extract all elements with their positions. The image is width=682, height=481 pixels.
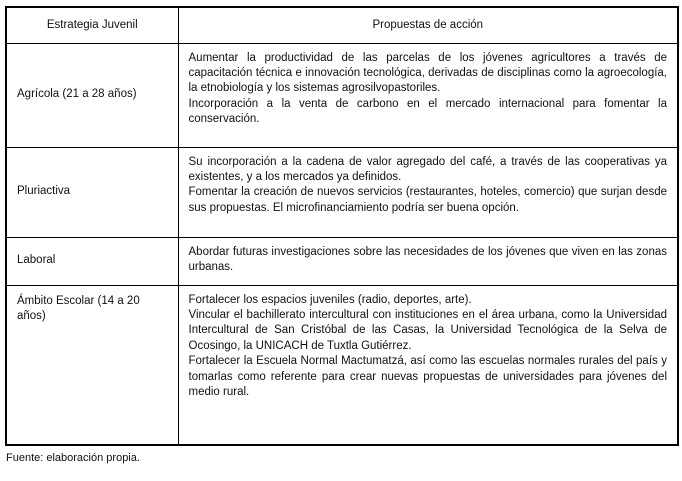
youth-strategy-table <box>5 6 679 446</box>
table-row <box>6 285 678 445</box>
strategy-label: Agrícola (21 a 28 años) <box>17 88 137 101</box>
column-header-strategy: Estrategia Juvenil <box>6 7 178 43</box>
table-body <box>6 43 678 445</box>
proposal-paragraph: Abordar futuras investigaciones sobre las necesidades de los jóvenes que viven en las zonas urbanas. <box>188 245 667 273</box>
source-note: Fuente: elaboración propia. <box>6 452 140 464</box>
strategy-label: Ámbito Escolar (14 a 20 años) <box>17 294 140 322</box>
strategy-cell <box>6 237 178 285</box>
proposals-cell <box>178 43 678 147</box>
proposal-paragraph: Fomentar la creación de nuevos servicios (restaurantes, hoteles, comercio) que surjan desde sus propuestas. El microfinanciamiento podría ser buena opción. <box>188 186 667 214</box>
proposal-paragraph: Su incorporación a la cadena de valor agregado del café, a través de las cooperativas ya existentes, y a los mercados ya definidos. <box>188 155 667 183</box>
proposal-paragraph: Vincular el bachillerato intercultural con instituciones en el área urbana, como la Universidad Intercultural de San Cristóbal de las Casas, la Universidad Tecnológica de la Selva de Ocosingo, la UNICACH de Tuxtla Gutiérrez. <box>188 308 667 352</box>
strategy-cell <box>6 147 178 237</box>
proposals-cell <box>178 285 678 445</box>
strategy-label: Pluriactiva <box>17 185 71 198</box>
strategy-cell <box>6 43 178 147</box>
table-row <box>6 237 678 285</box>
proposal-paragraph: Incorporación a la venta de carbono en el mercado internacional para fomentar la conservación. <box>188 97 667 126</box>
proposals-cell <box>178 147 678 237</box>
table-row <box>6 43 678 147</box>
proposal-paragraph: Fortalecer los espacios juveniles (radio, deportes, arte). <box>188 293 472 306</box>
table-row <box>6 147 678 237</box>
proposal-paragraph: Fortalecer la Escuela Normal Mactumatzá, así como las escuelas normales rurales del país y tomarlas como referente para crear nuevas propuestas de universidades para jóvenes del medio rural. <box>188 355 667 398</box>
proposal-paragraph: Aumentar la productividad de las parcelas de los jóvenes agricultores a través de capacitación técnica e innovación tecnológica, derivadas de disciplinas como la agroecología, la etnobiología y los sistemas agrosilvopastoriles. <box>188 51 667 95</box>
strategy-label: Laboral <box>17 254 56 267</box>
column-header-proposals: Propuestas de acción <box>178 7 678 43</box>
strategy-cell <box>6 285 178 445</box>
proposals-cell <box>178 237 678 285</box>
table-header-row <box>6 7 678 43</box>
